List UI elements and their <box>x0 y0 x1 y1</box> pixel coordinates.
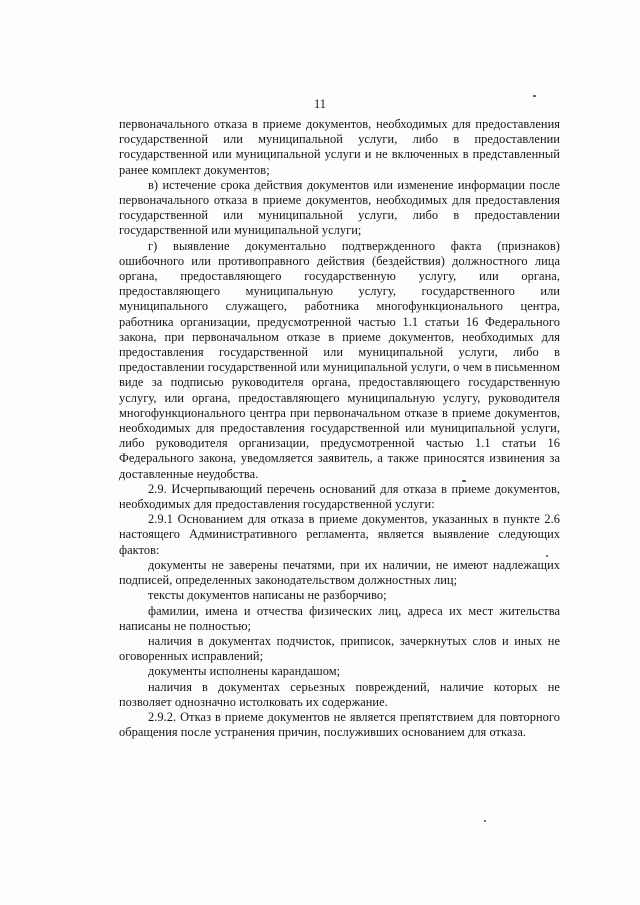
paragraph-section-2-9-1: 2.9.1 Основанием для отказа в приеме документов, указанных в пункте 2.6 настоящего Административного регламента, является выявление следующих фактов: <box>119 512 560 557</box>
paragraph-fact-pencil: документы исполнены карандашом; <box>148 664 341 679</box>
paragraph-fact-erasures: наличия в документах подчисток, приписок, зачеркнутых слов и иных не оговоренных исправлений; <box>119 633 560 664</box>
document-body <box>119 117 560 740</box>
paragraph-fact-illegible: тексты документов написаны не разборчиво; <box>148 588 387 603</box>
paragraph-section-2-9: 2.9. Исчерпывающий перечень оснований для отказа в приеме документов, необходимых для предоставления государственной услуги: <box>119 481 560 512</box>
scan-speck <box>462 480 466 482</box>
paragraph-section-2-9-2: 2.9.2. Отказ в приеме документов не является препятствием для повторного обращения после устранения причин, послуживших основанием для отказа. <box>119 709 560 740</box>
page-number: 11 <box>313 97 327 111</box>
scan-speck <box>484 820 486 822</box>
paragraph-continuation: первоначального отказа в приеме документов, необходимых для предоставления государственной или муниципальной услуги, либо в предоставлении государственной или муниципальной услуги и не включенных в представленный ранее комплект документов; <box>119 117 560 177</box>
paragraph-item-g: г) выявление документально подтвержденного факта (признаков) ошибочного или противоправного действия (бездействия) должностного лица органа, предоставляющего государственную услугу, или органа, предоставляющего муниципальную услугу, государственного или муниципального служащего, работника многофункционального центра, работника организации, предусмотренной частью 1.1 статьи 16 Федерального закона, при первоначальном отказе в приеме документов, необходимых для предоставления государственной или муниципальной услуги, либо в предоставлении государственной или муниципальной услуги, о чем в письменном виде за подписью руководителя органа, предоставляющего государственную услугу, или органа, предоставляющего муниципальную услугу, руководителя многофункционального центра при первоначальном отказе в приеме документов, необходимых для предоставления государственной или муниципальной услуги, либо руководителя организации, предусмотренной частью 1.1 статьи 16 Федерального закона, уведомляется заявитель, а также приносятся извинения за доставленные неудобства. <box>119 238 560 481</box>
paragraph-item-v: в) истечение срока действия документов или изменение информации после первоначального отказа в приеме документов, необходимых для предоставления государственной или муниципальной услуги, либо в предоставлении государственной или муниципальной услуги; <box>119 177 560 238</box>
paragraph-fact-damage: наличия в документах серьезных повреждений, наличие которых не позволяет однозначно истолковать их содержание. <box>119 679 560 709</box>
scan-speck <box>533 95 536 97</box>
paragraph-fact-names: фамилии, имена и отчества физических лиц, адреса их мест жительства написаны не полностью; <box>119 603 560 633</box>
scan-speck <box>546 555 548 557</box>
paragraph-fact-stamps: документы не заверены печатями, при их наличии, не имеют надлежащих подписей, определенных законодательством должностных лиц; <box>119 557 560 588</box>
